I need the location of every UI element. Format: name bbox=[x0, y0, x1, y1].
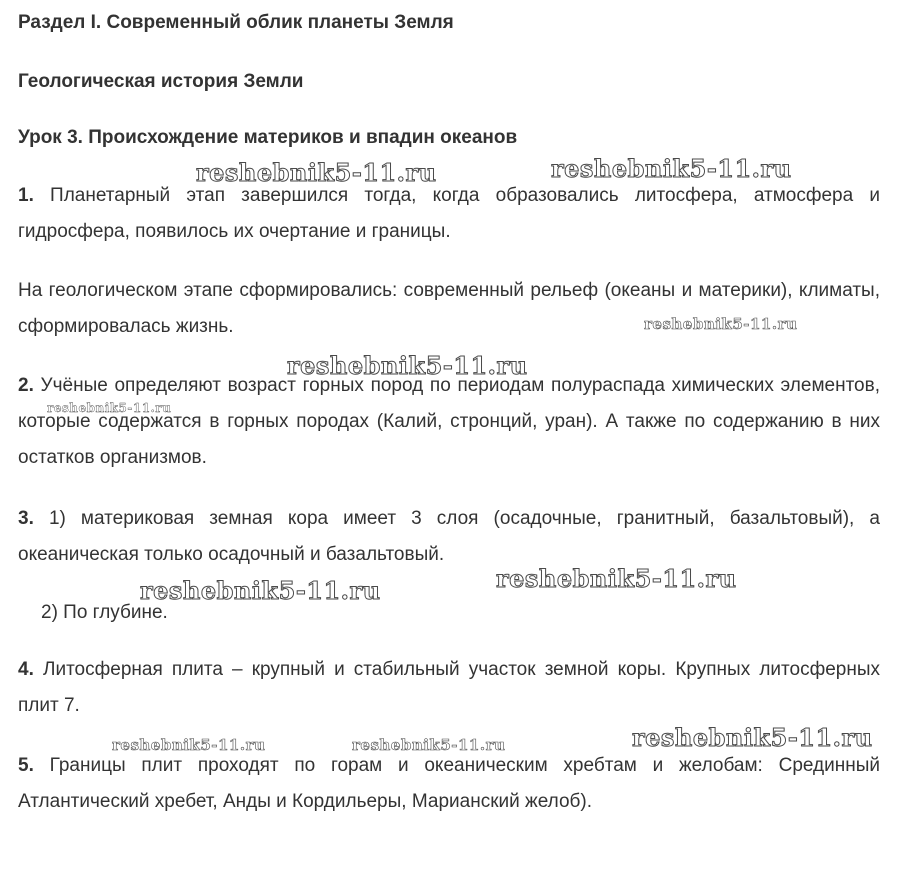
watermark: reshebnik5-11.ru bbox=[496, 564, 737, 593]
watermark: reshebnik5-11.ru bbox=[47, 401, 172, 415]
watermark: reshebnik5-11.ru bbox=[287, 351, 528, 380]
section-title: Раздел I. Современный облик планеты Земля bbox=[18, 12, 454, 33]
answer-text: 2) По глубине. bbox=[41, 602, 168, 623]
watermark: reshebnik5-11.ru bbox=[352, 736, 506, 754]
answer-text: Литосферная плита – крупный и стабильный участок земной коры. Крупных литосферных плит 7. bbox=[18, 659, 880, 716]
answer-1 bbox=[18, 178, 880, 250]
watermark: reshebnik5-11.ru bbox=[632, 723, 873, 752]
answer-2 bbox=[18, 368, 880, 476]
answer-text: 1) материковая земная кора имеет 3 слоя (осадочные, гранитный, базальтовый), а океаническая только осадочный и базальтовый. bbox=[18, 508, 880, 565]
answer-1-continued bbox=[18, 273, 880, 345]
watermark: reshebnik5-11.ru bbox=[196, 158, 437, 187]
answer-text: На геологическом этапе сформировались: современный рельеф (океаны и материки), климаты, сформировалась жизнь. bbox=[18, 280, 880, 337]
answer-number: 1. bbox=[18, 185, 34, 206]
chapter-title: Геологическая история Земли bbox=[18, 71, 304, 92]
answer-text: Учёные определяют возраст горных пород по периодам полураспада химических элементов, которые содержатся в горных породах (Калий, стронций, уран). А также по содержанию в них остатков организмов. bbox=[18, 375, 880, 468]
answer-4 bbox=[18, 652, 880, 724]
answer-text: Планетарный этап завершился тогда, когда образовались литосфера, атмосфера и гидросфера, появилось их очертание и границы. bbox=[18, 185, 880, 242]
answer-3-part-2 bbox=[41, 595, 641, 631]
answer-text: Границы плит проходят по горам и океаническим хребтам и желобам: Срединный Атлантический хребет, Анды и Кордильеры, Марианский желоб). bbox=[18, 755, 880, 812]
watermark: reshebnik5-11.ru bbox=[140, 576, 381, 605]
watermark: reshebnik5-11.ru bbox=[644, 315, 798, 333]
answer-3 bbox=[18, 501, 880, 573]
lesson-title: Урок 3. Происхождение материков и впадин океанов bbox=[18, 127, 518, 148]
answer-number: 3. bbox=[18, 508, 34, 529]
answer-number: 2. bbox=[18, 375, 34, 396]
answer-number: 5. bbox=[18, 755, 34, 776]
answer-5 bbox=[18, 748, 880, 820]
answer-number: 4. bbox=[18, 659, 34, 680]
watermark: reshebnik5-11.ru bbox=[112, 736, 266, 754]
watermark: reshebnik5-11.ru bbox=[551, 154, 792, 183]
